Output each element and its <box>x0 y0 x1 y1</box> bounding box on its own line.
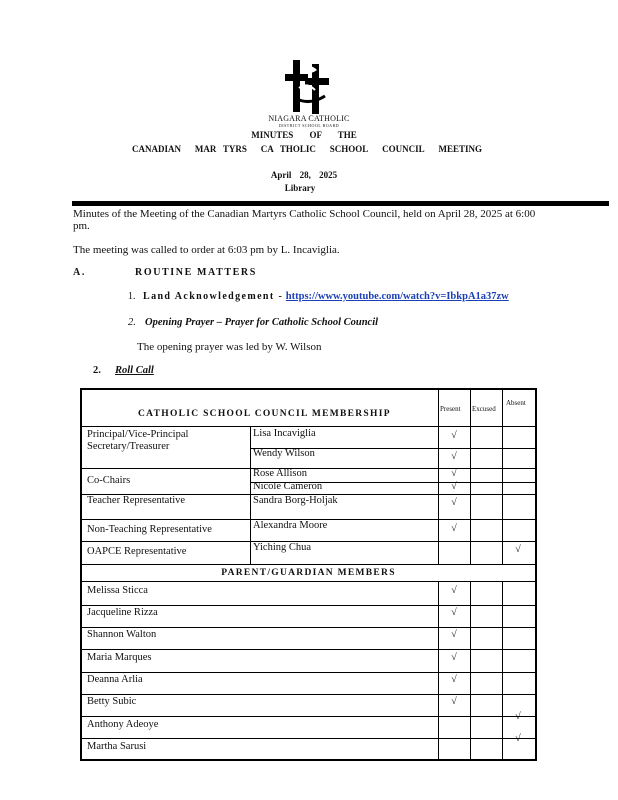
parent-header: PARENT/GUARDIAN MEMBERS <box>221 568 396 578</box>
prayer-text: The opening prayer was led by W. Wilson <box>137 341 322 353</box>
check-mark: √ <box>451 468 457 479</box>
member-rose: Rose Allison <box>253 468 307 479</box>
role-oapce: OAPCE Representative <box>87 546 187 557</box>
logo-subtitle: DISTRICT SCHOOL BOARD <box>278 123 340 128</box>
meeting-place: Library <box>284 183 316 193</box>
role-nonteaching: Non-Teaching Representative <box>87 524 212 535</box>
section-a-heading: A. ROUTINE MATTERS <box>73 267 257 278</box>
check-mark: √ <box>451 629 457 640</box>
member-yiching: Yiching Chua <box>253 542 312 553</box>
check-mark: √ <box>451 451 457 462</box>
member-lisa: Lisa Incaviglia <box>253 428 316 439</box>
parent-member-name: Martha Sarusi <box>87 741 147 752</box>
role-secretary: Secretary/Treasurer <box>87 441 170 452</box>
check-mark: √ <box>451 523 457 534</box>
check-mark: √ <box>451 497 457 508</box>
col-absent: Absent <box>506 399 526 407</box>
check-mark: √ <box>451 652 457 663</box>
check-mark: √ <box>451 585 457 596</box>
parent-member-name: Melissa Sticca <box>87 585 148 596</box>
land-acknowledgement: 1. Land Acknowledgement - https://www.youtube.com/watch?v=IbkpA1a37zw <box>128 291 509 302</box>
col-excused: Excused <box>472 405 496 413</box>
called-to-order: The meeting was called to order at 6:03 pm by L. Incaviglia. <box>73 244 340 256</box>
parent-member-name: Maria Marques <box>87 652 152 663</box>
member-wendy: Wendy Wilson <box>253 448 315 459</box>
parent-member-name: Anthony Adeoye <box>87 719 159 730</box>
role-teacher: Teacher Representative <box>87 495 186 506</box>
member-nicole: Nicole Cameron <box>253 481 323 492</box>
logo-name: NIAGARA CATHOLIC <box>268 114 350 123</box>
parent-member-name: Deanna Arlia <box>87 674 143 685</box>
check-mark: √ <box>515 733 521 744</box>
title-line-2: CANADIAN MAR TYRS CA THOLIC SCHOOL COUNCIL MEETING <box>132 144 482 154</box>
land-acknowledgement-link[interactable]: https://www.youtube.com/watch?v=IbkpA1a37zw <box>285 291 509 302</box>
role-principal: Principal/Vice-Principal <box>87 429 189 440</box>
check-mark: √ <box>451 674 457 685</box>
role-cochairs: Co-Chairs <box>87 475 131 486</box>
check-mark: √ <box>451 430 457 441</box>
member-alexandra: Alexandra Moore <box>253 520 328 531</box>
check-mark: √ <box>451 696 457 707</box>
intro-paragraph: Minutes of the Meeting of the Canadian Martyrs Catholic School Council, held on April 28, 2025 at 6:00 pm. <box>73 208 536 232</box>
check-mark: √ <box>451 607 457 618</box>
parent-member-name: Jacqueline Rizza <box>87 607 158 618</box>
parent-member-name: Betty Subic <box>87 696 137 707</box>
check-mark: √ <box>515 711 521 722</box>
col-present: Present <box>440 405 461 413</box>
meeting-date: April 28, 2025 <box>270 170 338 180</box>
header-divider <box>72 201 609 206</box>
opening-prayer-heading: 2. Opening Prayer – Prayer for Catholic School Council <box>128 317 379 328</box>
member-sandra: Sandra Borg-Holjak <box>253 495 338 506</box>
check-mark: √ <box>451 481 457 492</box>
roll-call-heading: 2. Roll Call <box>93 365 154 376</box>
check-mark: √ <box>515 544 521 555</box>
logo-icon <box>283 58 335 116</box>
membership-header: CATHOLIC SCHOOL COUNCIL MEMBERSHIP <box>138 409 391 419</box>
title-line-1: MINUTES OF THE <box>251 130 357 140</box>
roll-call-table <box>80 388 537 761</box>
parent-member-name: Shannon Walton <box>87 629 157 640</box>
